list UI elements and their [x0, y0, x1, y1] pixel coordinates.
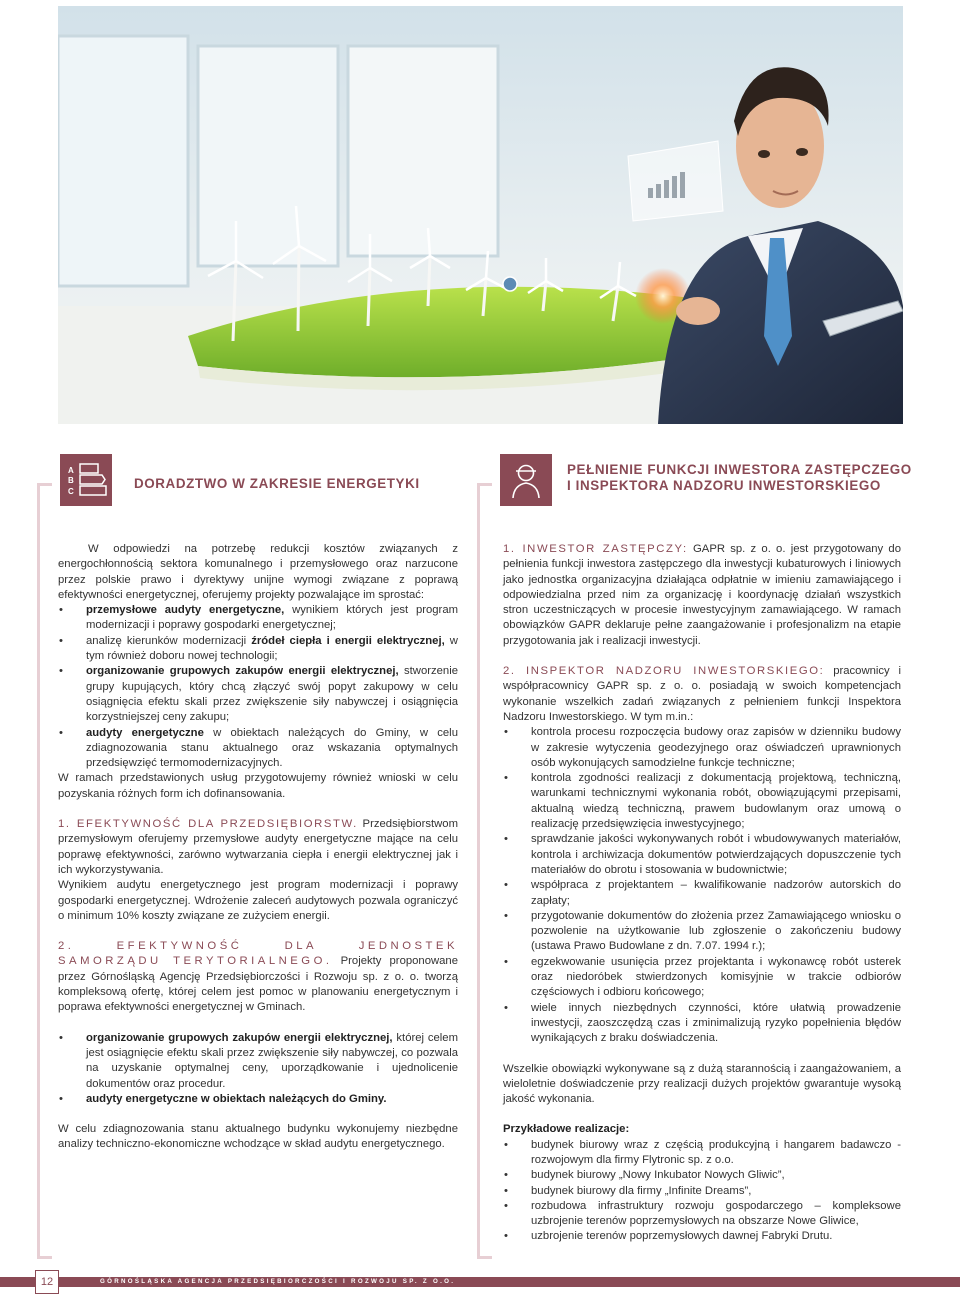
examples-list: [503, 1138, 901, 1245]
list-item: • rozbudowa infrastruktury rozwoju gospodarczego – kompleksowe uzbrojenie terenów poprzemysłowych na obszarze Nowe Gliwice,: [531, 1199, 901, 1230]
left-section-title: DORADZTWO W ZAKRESIE ENERGETYKI: [134, 476, 420, 491]
left-section-1: 1. EFEKTYWNOŚĆ DLA PRZEDSIĘBIORSTW. Przedsiębiorstwom przemysłowym oferujemy przemysłowe audyty energetyczne mające na celu poprawę efektywności, zarówno wytwarzania ciepła i energii elektrycznej jak i ich wykorzystywania.: [58, 818, 458, 876]
list-item: • audyty energetyczne w obiektach należących do Gminy, w celu zdiagnozowania stanu aktualnego oraz wskazania optymalnych przedsięwzięć termomodernizacyjnych.: [86, 726, 458, 772]
list-item: • kontrola procesu rozpoczęcia budowy oraz zapisów w dzienniku budowy w zakresie wytyczenia geodezyjnego oraz oświadczeń uprawnionych osób wykonujących samodzielne funkcje techniczne;: [531, 725, 901, 771]
right-section-1: 1. INWESTOR ZASTĘPCZY: GAPR sp. z o. o. jest przygotowany do pełnienia funkcji inwestora zastępczego dla inwestycji kubaturowych i liniowych jako jednostka organizacyjna działająca odpłatnie w imieniu zamawiającego i odpowiedzialna przed nim za organizację i koordynację działań wszystkich stron uczestniczących w procesie inwestycyjnym zamawiającego. W ramach obowiązków GAPR deklaruje pełne zaangażowanie i profesjonalizm na etapie przygotowania jak i realizacji inwestycji.: [503, 543, 901, 647]
left-bracket: [37, 483, 52, 1259]
list-item: • organizowanie grupowych zakupów energii elektrycznej, której celem jest osiągnięcie efektu skali przez zwiększenie siły nabywczej, co pozwala na uzyskanie optymalnej ceny, uporządkowanie i ujednolicenie dokumentów oraz procedur.: [86, 1031, 458, 1092]
right-section-2: 2. INSPEKTOR NADZORU INWESTORSKIEGO: pracownicy i współpracownicy GAPR sp. z o. o. posiadają w swoich kompetencjach wykonanie wszelkich zadań związanych z pełnieniem funkcji Inspektora Nadzoru Inwestorskiego. W tym m.in.:: [503, 665, 901, 723]
list-item: • przemysłowe audyty energetyczne, wynikiem których jest program modernizacji i poprawy gospodarki energetycznej;: [86, 603, 458, 634]
list-item: • sprawdzanie jakości wykonywanych robót i wbudowywanych materiałów, kontrola i archiwizacja dokumentów potwierdzających dopuszczenie tych materiałów do obrotu i stosowania w budownictwie;: [531, 832, 901, 878]
svg-text:B: B: [68, 476, 74, 485]
left-bullets-1: [58, 603, 458, 771]
list-item: • budynek biurowy „Nowy Inkubator Nowych Gliwic”,: [531, 1168, 901, 1183]
list-item: • audyty energetyczne w obiektach należących do Gminy.: [86, 1092, 458, 1107]
left-intro: W odpowiedzi na potrzebę redukcji kosztów związanych z energochłonnością sektora komunalnego i przemysłowego oraz narzucone przez polskie prawo i dyrektywy unijne wymogi związane z poprawą efektywności energetycznej, oferujemy projekty pozwalające im sprostać:: [58, 543, 458, 601]
svg-text:C: C: [68, 487, 74, 496]
page-number: 12: [35, 1270, 59, 1294]
right-title-line1: PEŁNIENIE FUNKCJI INWESTORA ZASTĘPCZEGO: [567, 462, 912, 477]
list-item: • wiele innych niezbędnych czynności, które ułatwią prowadzenie inwestycji, zaoszczędzą czas i zminimalizują ryzyko popełnienia błędów wynikających z braku doświadczenia.: [531, 1001, 901, 1047]
list-item: • przygotowanie dokumentów do złożenia przez Zamawiającego wniosku o pozwolenie na użytkowanie lub zgłoszenie o zakończeniu budowy (ustawa Prawo Budowlane z dn. 7.07. 1994 r.);: [531, 909, 901, 955]
list-item: • analizę kierunków modernizacji źródeł ciepła i energii elektrycznej, w tym również doboru nowej technologii;: [86, 634, 458, 665]
left-column: [58, 542, 458, 1153]
list-item: • egzekwowanie usunięcia przez projektanta i wykonawcę robót usterek oraz niedoróbek stwierdzonych komisyjnie w trakcie odbiorów częściowych i odbioru końcowego;: [531, 955, 901, 1001]
right-title-line2: I INSPEKTORA NADZORU INWESTORSKIEGO: [567, 478, 881, 493]
right-bullets: [503, 725, 901, 1046]
list-item: • budynek biurowy wraz z częścią produkcyjną i hangarem badawczo - rozwojowym dla firmy Flytronic sp. z o.o.: [531, 1138, 901, 1169]
inspector-icon: [500, 454, 552, 506]
right-section-title: [567, 462, 912, 494]
left-bullets-2: [58, 1031, 458, 1107]
left-section-2: 2. EFEKTYWNOŚĆ DLA JEDNOSTEK SAMORZĄDU TERYTORIALNEGO. Projekty proponowane przez Górnośląską Agencję Przedsiębiorczości i Rozwoju sp. z o. o. tworzą kompleksową ofertę, której celem jest pomoc w planowaniu energetycznym i poprawa efektywności energetycznej w Gminach.: [58, 940, 458, 1014]
right-bracket: [477, 483, 492, 1259]
left-after-bullets: W ramach przedstawionych usług przygotowujemy również wnioski w celu pozyskania różnych form ich dofinansowania.: [58, 772, 458, 800]
footer-org-name: GÓRNOŚLĄSKA AGENCJA PRZEDSIĘBIORCZOŚCI I ROZWOJU SP. Z O.O.: [100, 1278, 456, 1285]
energy-rating-icon: [60, 454, 112, 506]
svg-text:A: A: [68, 466, 74, 475]
right-summary: Wszelkie obowiązki wykonywane są z dużą starannością i zaangażowaniem, a wieloletnie doświadczenie przy realizacji dużych projektów gwarantuje wysoką jakość wykonania.: [503, 1062, 901, 1106]
left-section-1-text2: Wynikiem audytu energetycznego jest program modernizacji i poprawy gospodarki energetycznej. Wdrożenie zaleceń audytowych pozwala ograniczyć o minimum 10% koszty związane ze zużyciem energii.: [58, 879, 458, 922]
list-item: • organizowanie grupowych zakupów energii elektrycznej, stworzenie grupy kupujących, który chcą złączyć swój popyt zakupowy w celu osiągnięcia efektu skali przez zwiększenie siły nabywczej i osiągnięcia korzystniejszej ceny zakupu;: [86, 664, 458, 725]
examples-heading: Przykładowe realizacje:: [503, 1123, 630, 1136]
right-column: [503, 542, 901, 1245]
list-item: • uzbrojenie terenów poprzemysłowych dawnej Fabryki Drutu.: [531, 1229, 901, 1244]
hero-image: [58, 6, 903, 424]
list-item: • budynek biurowy dla firmy „Infinite Dreams”,: [531, 1184, 901, 1199]
left-closing: W celu zdiagnozowania stanu aktualnego budynku wykonujemy niezbędne analizy techniczno-ekonomiczne wchodzące w skład audytu energetycznego.: [58, 1123, 458, 1151]
list-item: • kontrola zgodności realizacji z dokumentacją projektową, techniczną, warunkami technicznymi wykonania robót, obowiązującymi przepisami, aktualną wiedzą techniczną, prawem budowlanym oraz umową o realizację przedsięwzięcia inwestycyjnego;: [531, 771, 901, 832]
list-item: • współpraca z projektantem – kwalifikowanie nadzorów autorskich do zapłaty;: [531, 878, 901, 909]
